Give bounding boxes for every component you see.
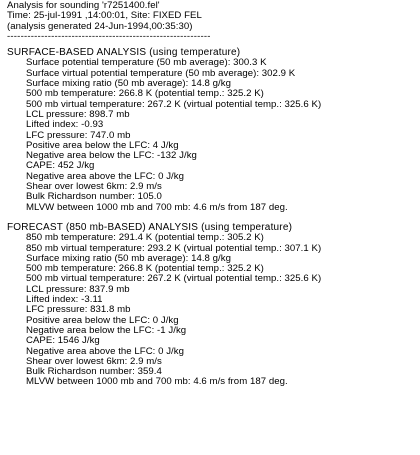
forecast-line: CAPE: 1546 J/kg (26, 335, 100, 347)
forecast-line: Positive area below the LFC: 0 J/kg (26, 314, 179, 326)
surface-line: Surface mixing ratio (50 mb average): 14.8 g/kg (26, 78, 231, 90)
header-divider: ------------------------------------------------------------ (7, 31, 211, 42)
forecast-line: 500 mb temperature: 266.8 K (potential temp.: 325.2 K) (26, 263, 264, 275)
forecast-line: LCL pressure: 837.9 mb (26, 283, 130, 295)
forecast-line: Lifted index: -3.11 (26, 294, 103, 306)
surface-line: Lifted index: -0.93 (26, 119, 104, 131)
surface-line: CAPE: 452 J/kg (26, 160, 95, 172)
surface-line: LFC pressure: 747.0 mb (26, 129, 131, 141)
surface-line: Surface virtual potential temperature (50 mb average): 302.9 K (26, 67, 296, 79)
forecast-line: LFC pressure: 831.8 mb (26, 304, 131, 316)
surface-line: Shear over lowest 6km: 2.9 m/s (26, 181, 162, 193)
surface-line: 500 mb virtual temperature: 267.2 K (virtual potential temp.: 325.6 K) (26, 98, 322, 110)
forecast-line: Shear over lowest 6km: 2.9 m/s (26, 355, 162, 367)
surface-line: Negative area above the LFC: 0 J/kg (26, 170, 185, 182)
surface-line: Surface potential temperature (50 mb average): 300.3 K (26, 57, 267, 69)
forecast-line: Surface mixing ratio (50 mb average): 14.8 g/kg (26, 252, 231, 264)
surface-line: Negative area below the LFC: -132 J/kg (26, 150, 197, 162)
forecast-line: MLVW between 1000 mb and 700 mb: 4.6 m/s from 187 deg. (26, 376, 288, 388)
surface-line: Bulk Richardson number: 105.0 (26, 191, 162, 203)
forecast-line: Negative area below the LFC: -1 J/kg (26, 324, 187, 336)
forecast-line: Bulk Richardson number: 359.4 (26, 366, 162, 378)
surface-line: LCL pressure: 898.7 mb (26, 108, 130, 120)
surface-line: Positive area below the LFC: 4 J/kg (26, 139, 179, 151)
analysis-time-site: Time: 25-jul-1991 ,14:00:01, Site: FIXED FEL (7, 10, 202, 22)
surface-line: MLVW between 1000 mb and 700 mb: 4.6 m/s from 187 deg. (26, 201, 288, 213)
surface-section-title: SURFACE-BASED ANALYSIS (using temperature) (7, 47, 241, 59)
analysis-title: Analysis for sounding 'r7251400.fel' (7, 0, 160, 11)
forecast-section-title: FORECAST (850 mb-BASED) ANALYSIS (using temperature) (7, 221, 293, 233)
forecast-line: Negative area above the LFC: 0 J/kg (26, 345, 185, 357)
sounding-analysis-document (7, 1, 417, 388)
forecast-line: 500 mb virtual temperature: 267.2 K (virtual potential temp.: 325.6 K) (26, 273, 322, 285)
forecast-line: 850 mb virtual temperature: 293.2 K (virtual potential temp.: 307.1 K) (26, 242, 322, 254)
analysis-generated-date: (analysis generated 24-Jun-1994,00:35:30) (7, 20, 193, 32)
forecast-line: 850 mb temperature: 291.4 K (potential temp.: 305.2 K) (26, 232, 264, 244)
surface-line: 500 mb temperature: 266.8 K (potential temp.: 325.2 K) (26, 88, 264, 100)
